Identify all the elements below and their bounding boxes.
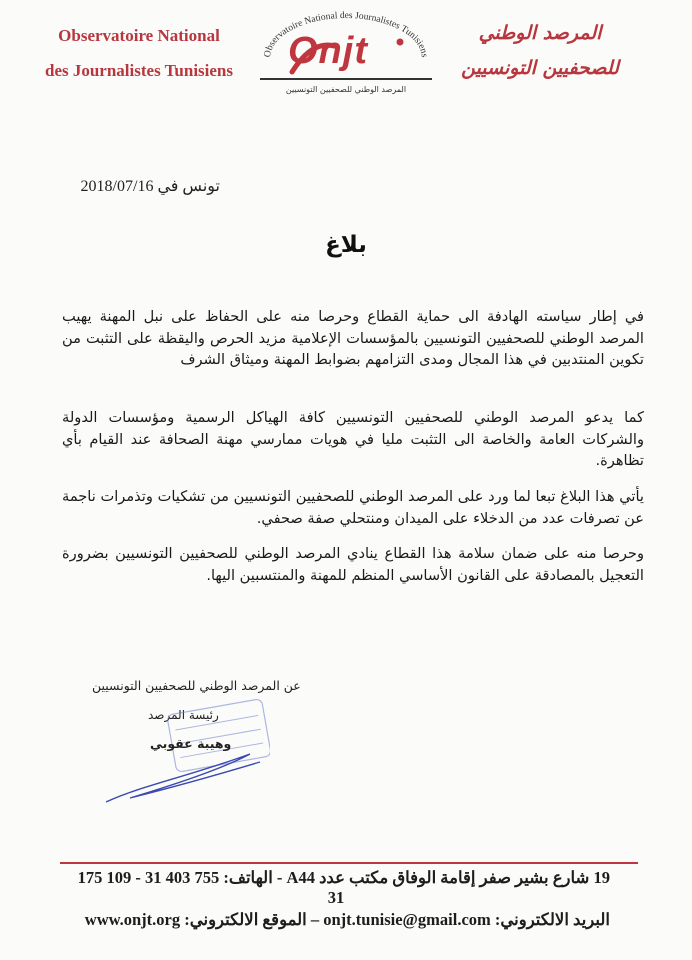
footer-email-link[interactable]: onjt.tunisie@gmail.com	[323, 910, 491, 929]
signature-role: رئيسة المرصد	[148, 708, 219, 722]
footer-email-label: البريد الالكتروني:	[494, 910, 610, 929]
letterhead-arabic	[430, 16, 650, 86]
footer-website-label: – الموقع الالكتروني:	[184, 910, 320, 929]
letterhead-arabic-line1: المرصد الوطني	[478, 22, 602, 44]
body-paragraph: في إطار سياسته الهادفة الى حماية القطاع وحرصا منه على الحفاظ على نبل المهنة يهيب المرصد الوطني للصحفيين التونسيين بالمؤسسات الإعلامية مزيد الحرص واليقظة على التثبت من تكوين المنتدبين في هذا المجال ومدى التزامهم بضوابط المهنة وميثاق الشرف	[62, 308, 644, 368]
logo-bottom-text: المرصد الوطني للصحفيين التونسيين	[285, 85, 407, 94]
letterhead-arabic-line2: للصحفيين التونسيين	[461, 57, 619, 79]
signature-organization: عن المرصد الوطني للصحفيين التونسيين	[92, 678, 301, 693]
footer-divider	[60, 862, 638, 864]
logo-arc-text: Observatoire National des Journalistes Tunisiens	[262, 10, 430, 59]
letterhead-french-line1: Observatoire National	[58, 26, 220, 45]
logo-underline	[260, 78, 432, 80]
footer-website-link[interactable]: www.onjt.org	[84, 910, 181, 929]
footer-contact	[62, 910, 610, 930]
footer-address: 19 شارع بشير صفر إقامة الوفاق مكتب عدد A44 - الهاتف: 755 403 31 - 109 175	[77, 868, 610, 887]
logo-dot	[397, 39, 404, 46]
letterhead-french	[30, 18, 248, 88]
body-paragraph: يأتي هذا البلاغ تبعا لما ورد على المرصد الوطني للصحفيين التونسيين من تشكيات وتذمرات ناجمة عن تصرفات عدد من الدخلاء على الميدان ومنتحلي صفة صحفي.	[62, 488, 644, 527]
logo-word: Onjt	[288, 30, 368, 72]
footer-address-continued: 31	[327, 888, 345, 907]
letter-date: تونس في 2018/07/16	[80, 178, 220, 195]
letterhead-french-line2: des Journalistes Tunisiens	[44, 61, 233, 80]
letter-title: بلاغ	[325, 232, 367, 258]
signature-scribble	[106, 754, 260, 802]
body-paragraph: وحرصا منه على ضمان سلامة هذا القطاع ينادي المرصد الوطني للصحفيين التونسيين بضرورة التعجيل بالمصادقة على القانون الأساسي المنظم للمهنة والمنتسبين اليها.	[62, 545, 644, 584]
signature-name: وهيبة عقوبي	[150, 736, 232, 751]
body-paragraph: كما يدعو المرصد الوطني للصحفيين التونسيين كافة الهياكل الرسمية ومؤسسات الدولة والشركات العامة والخاصة الى التثبت مليا في هويات ممارسي مهنة الصحافة عند القيام بأي تظاهرة.	[62, 409, 644, 469]
